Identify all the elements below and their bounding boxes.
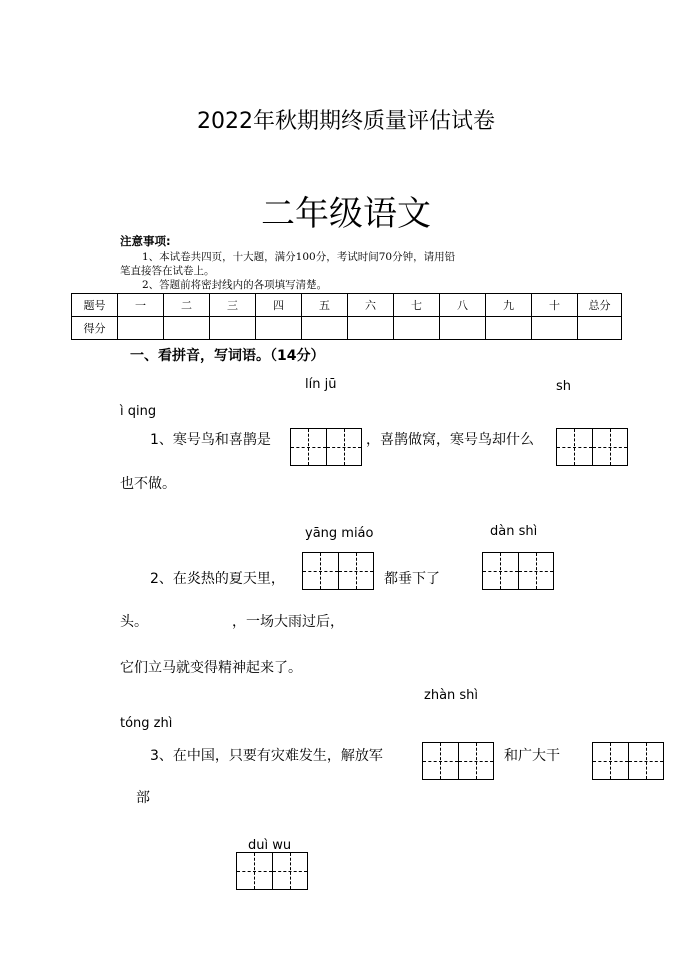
score-cell[interactable] xyxy=(118,317,164,340)
pinyin-yang-miao: yāng miáo xyxy=(305,526,374,541)
answer-grid-yang-miao[interactable] xyxy=(302,552,374,590)
pinyin-dan-shi: dàn shì xyxy=(490,524,538,539)
grid-cell[interactable] xyxy=(629,743,664,779)
pinyin-tong-zhi: tóng zhì xyxy=(120,716,173,731)
score-header-cell: 五 xyxy=(302,294,348,317)
notice-item-2: 2、答题前将密封线内的各项填写清楚。 xyxy=(142,279,328,291)
score-cell[interactable] xyxy=(302,317,348,340)
pinyin-lin-ju: lín jū xyxy=(305,377,337,392)
score-table-score-row xyxy=(72,317,622,340)
q2-text-rain: ，一场大雨过后， xyxy=(232,614,344,630)
score-cell[interactable] xyxy=(440,317,486,340)
q3-text-end: 部 xyxy=(136,790,150,806)
pinyin-dui-wu: duì wu xyxy=(248,838,292,853)
notice-item-1-cont: 笔直接答在试卷上。 xyxy=(120,265,215,277)
notice-item-1: 1、本试卷共四页，十大题，满分100分，考试时间70分钟，请用铅 xyxy=(142,251,456,263)
section-1-heading: 一、看拼音，写词语。（14分） xyxy=(130,348,325,364)
grid-cell[interactable] xyxy=(593,743,629,779)
score-header-cell: 一 xyxy=(118,294,164,317)
answer-grid-dan-shi[interactable] xyxy=(482,552,554,590)
q2-text-middle: 都垂下了 xyxy=(384,571,440,587)
q2-text-end: 它们立马就变得精神起来了。 xyxy=(120,660,302,676)
notice-heading: 注意事项: xyxy=(120,234,171,248)
grid-cell[interactable] xyxy=(557,429,593,465)
q2-text-start: 2、在炎热的夏天里， xyxy=(150,571,285,587)
q1-text-end: 也不做。 xyxy=(120,476,176,492)
grid-cell[interactable] xyxy=(273,853,308,889)
q2-text-head: 头。 xyxy=(120,614,148,630)
grid-cell[interactable] xyxy=(327,429,362,465)
score-cell[interactable] xyxy=(578,317,622,340)
score-cell[interactable] xyxy=(256,317,302,340)
answer-grid-dui-wu[interactable] xyxy=(236,852,308,890)
answer-grid-tong-zhi[interactable] xyxy=(592,742,664,780)
score-header-cell: 三 xyxy=(210,294,256,317)
score-cell[interactable] xyxy=(210,317,256,340)
q1-text-middle: ，喜鹊做窝，寒号鸟却什么 xyxy=(366,432,534,448)
score-header-cell: 总分 xyxy=(578,294,622,317)
score-cell[interactable] xyxy=(164,317,210,340)
score-table-header-row xyxy=(72,294,622,317)
exam-title: 2022年秋期期终质量评估试卷 xyxy=(197,109,495,134)
pinyin-shi-qing-end: ì qing xyxy=(120,404,157,419)
answer-grid-shi-qing[interactable] xyxy=(556,428,628,466)
score-header-cell: 题号 xyxy=(72,294,118,317)
grid-cell[interactable] xyxy=(519,553,554,589)
score-cell[interactable] xyxy=(348,317,394,340)
grid-cell[interactable] xyxy=(459,743,494,779)
q3-text-middle: 和广大干 xyxy=(504,748,560,764)
score-header-cell: 六 xyxy=(348,294,394,317)
grid-cell[interactable] xyxy=(303,553,339,589)
answer-grid-lin-ju[interactable] xyxy=(290,428,362,466)
q3-text-start: 3、在中国，只要有灾难发生，解放军 xyxy=(150,748,383,764)
grid-cell[interactable] xyxy=(593,429,628,465)
score-header-cell: 四 xyxy=(256,294,302,317)
grid-cell[interactable] xyxy=(291,429,327,465)
grid-cell[interactable] xyxy=(423,743,459,779)
score-cell[interactable] xyxy=(532,317,578,340)
score-cell[interactable] xyxy=(486,317,532,340)
score-header-cell: 八 xyxy=(440,294,486,317)
subject-title: 二年级语文 xyxy=(261,194,431,234)
pinyin-zhan-shi: zhàn shì xyxy=(424,688,479,703)
score-row-label: 得分 xyxy=(72,317,118,340)
grid-cell[interactable] xyxy=(339,553,374,589)
grid-cell[interactable] xyxy=(483,553,519,589)
score-header-cell: 十 xyxy=(532,294,578,317)
score-cell[interactable] xyxy=(394,317,440,340)
pinyin-shi-qing-start: sh xyxy=(556,379,572,394)
q1-text-start: 1、寒号鸟和喜鹊是 xyxy=(150,432,271,448)
answer-grid-zhan-shi[interactable] xyxy=(422,742,494,780)
score-header-cell: 七 xyxy=(394,294,440,317)
score-table xyxy=(71,293,622,340)
score-header-cell: 二 xyxy=(164,294,210,317)
grid-cell[interactable] xyxy=(237,853,273,889)
score-header-cell: 九 xyxy=(486,294,532,317)
